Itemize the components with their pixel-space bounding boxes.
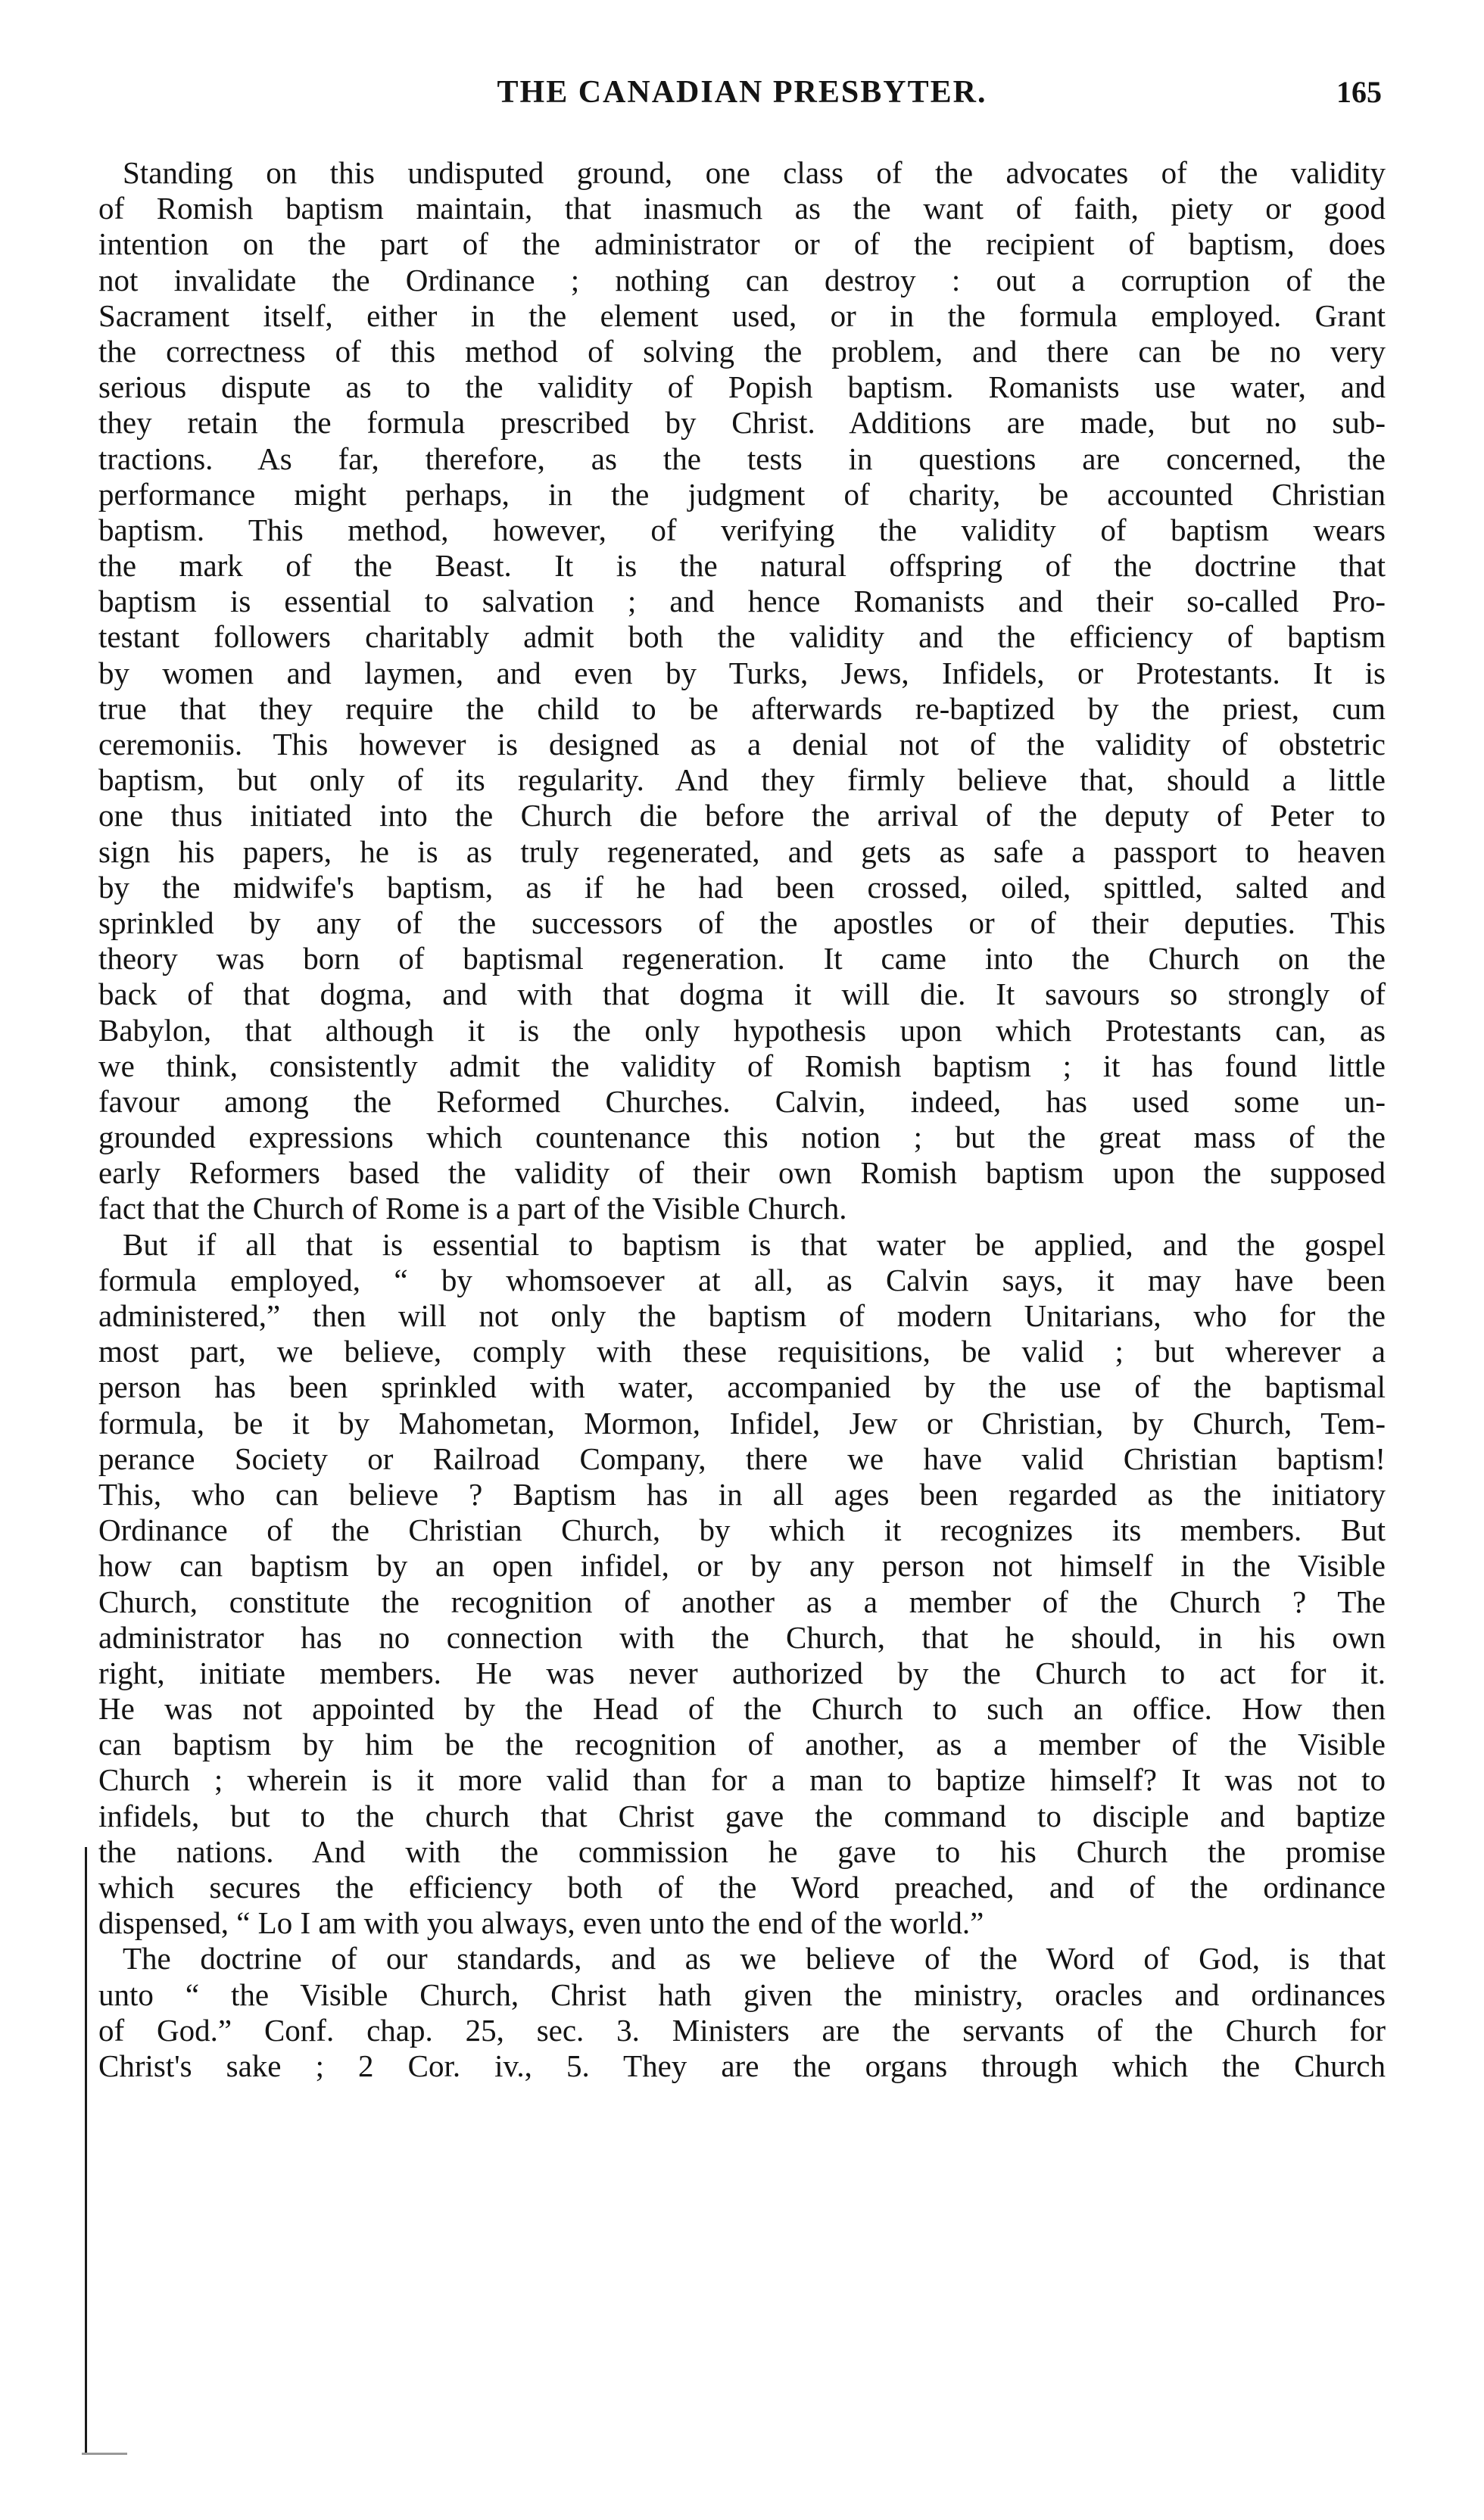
text-line: which secures the efficiency both of the Word preached, and of the ordinance — [98, 1870, 1386, 1905]
text-line: formula employed, “ by whomsoever at all, as Calvin says, it may have been — [98, 1262, 1386, 1297]
text-line: of Romish baptism maintain, that inasmuch as the want of faith, piety or good — [98, 191, 1386, 226]
text-line: person has been sprinkled with water, accompanied by the use of the baptismal — [98, 1369, 1386, 1405]
text-line: one thus initiated into the Church die before the arrival of the deputy of Peter to — [98, 798, 1386, 833]
text-line: back of that dogma, and with that dogma it will die. It savours so strongly of — [98, 977, 1386, 1012]
text-line: favour among the Reformed Churches. Calvin, indeed, has used some un- — [98, 1083, 1386, 1119]
text-line: administrator has no connection with the Church, that he should, in his own — [98, 1619, 1386, 1655]
text-line: Standing on this undisputed ground, one class of the advocates of the validity — [123, 155, 1386, 190]
margin-rule — [85, 1847, 87, 2453]
text-line: baptism is essential to salvation ; and hence Romanists and their so-called Pro- — [98, 584, 1386, 619]
page-number: 165 — [1336, 75, 1382, 109]
text-line: we think, consistently admit the validity of Romish baptism ; it has found little — [98, 1048, 1386, 1083]
text-line: testant followers charitably admit both the validity and the efficiency of baptism — [98, 619, 1386, 655]
margin-mark — [82, 2453, 127, 2455]
text-line: how can baptism by an open infidel, or by any person not himself in the Visible — [98, 1548, 1386, 1584]
text-line: performance might perhaps, in the judgment of charity, be accounted Christian — [98, 476, 1386, 512]
text-line: baptism, but only of its regularity. And they firmly believe that, should a little — [98, 762, 1386, 798]
text-line: early Reformers based the validity of their own Romish baptism upon the supposed — [98, 1155, 1386, 1191]
text-line: true that they require the child to be afterwards re-baptized by the priest, cum — [98, 690, 1386, 726]
text-line: grounded expressions which countenance this notion ; but the great mass of the — [98, 1120, 1386, 1155]
text-line: Church, constitute the recognition of another as a member of the Church ? The — [98, 1584, 1386, 1619]
text-line: sprinkled by any of the successors of the apostles or of their deputies. This — [98, 905, 1386, 940]
text-line: baptism. This method, however, of verifying the validity of baptism wears — [98, 512, 1386, 547]
text-line: Christ's sake ; 2 Cor. iv., 5. They are the organs through which the Church — [98, 2048, 1386, 2083]
page-header — [102, 61, 1382, 129]
text-line: the mark of the Beast. It is the natural offspring of the doctrine that — [98, 548, 1386, 584]
text-line: perance Society or Railroad Company, there we have valid Christian baptism! — [98, 1441, 1386, 1476]
text-line: by the midwife's baptism, as if he had been crossed, oiled, spittled, salted and — [98, 869, 1386, 905]
text-line: the correctness of this method of solving the problem, and there can be no very — [98, 333, 1386, 369]
text-line: intention on the part of the administrator or of the recipient of baptism, does — [98, 226, 1386, 262]
body-text — [98, 155, 1386, 2084]
text-line: infidels, but to the church that Christ gave the command to disciple and baptize — [98, 1798, 1386, 1833]
text-line: theory was born of baptismal regeneration. It came into the Church on the — [98, 941, 1386, 977]
text-line: tractions. As far, therefore, as the tests in questions are concerned, the — [98, 441, 1386, 476]
text-line: But if all that is essential to baptism is that water be applied, and the gospel — [123, 1226, 1386, 1262]
text-line: most part, we believe, comply with these requisitions, be valid ; but wherever a — [98, 1334, 1386, 1369]
text-line: administered,” then will not only the baptism of modern Unitarians, who for the — [98, 1298, 1386, 1333]
text-line: Ordinance of the Christian Church, by which it recognizes its members. But — [98, 1512, 1386, 1548]
text-line: sign his papers, he is as truly regenerated, and gets as safe a passport to heaven — [98, 833, 1386, 869]
text-line: Babylon, that although it is the only hypothesis upon which Protestants can, as — [98, 1012, 1386, 1048]
running-title: THE CANADIAN PRESBYTER. — [497, 75, 987, 110]
text-line: fact that the Church of Rome is a part of the Visible Church. — [98, 1191, 847, 1226]
text-line: of God.” Conf. chap. 25, sec. 3. Ministers are the servants of the Church for — [98, 2012, 1386, 2048]
text-line: the nations. And with the commission he gave to his Church the promise — [98, 1833, 1386, 1869]
text-line: serious dispute as to the validity of Popish baptism. Romanists use water, and — [98, 369, 1386, 405]
text-line: they retain the formula prescribed by Christ. Additions are made, but no sub- — [98, 405, 1386, 441]
text-line: right, initiate members. He was never authorized by the Church to act for it. — [98, 1655, 1386, 1690]
text-line: not invalidate the Ordinance ; nothing can destroy : out a corruption of the — [98, 262, 1386, 297]
text-line: formula, be it by Mahometan, Mormon, Infidel, Jew or Christian, by Church, Tem- — [98, 1405, 1386, 1441]
text-line: Sacrament itself, either in the element used, or in the formula employed. Grant — [98, 297, 1386, 333]
text-line: He was not appointed by the Head of the Church to such an office. How then — [98, 1691, 1386, 1727]
text-line: unto “ the Visible Church, Christ hath given the ministry, oracles and ordinances — [98, 1976, 1386, 2012]
text-line: This, who can believe ? Baptism has in all ages been regarded as the initiatory — [98, 1476, 1386, 1512]
text-line: by women and laymen, and even by Turks, Jews, Infidels, or Protestants. It is — [98, 655, 1386, 690]
text-line: The doctrine of our standards, and as we believe of the Word of God, is that — [123, 1941, 1386, 1976]
text-line: can baptism by him be the recognition of another, as a member of the Visible — [98, 1727, 1386, 1762]
text-line: Church ; wherein is it more valid than for a man to baptize himself? It was not to — [98, 1762, 1386, 1798]
text-line: ceremoniis. This however is designed as a denial not of the validity of obstetric — [98, 727, 1386, 762]
text-line: dispensed, “ Lo I am with you always, even unto the end of the world.” — [98, 1905, 984, 1941]
